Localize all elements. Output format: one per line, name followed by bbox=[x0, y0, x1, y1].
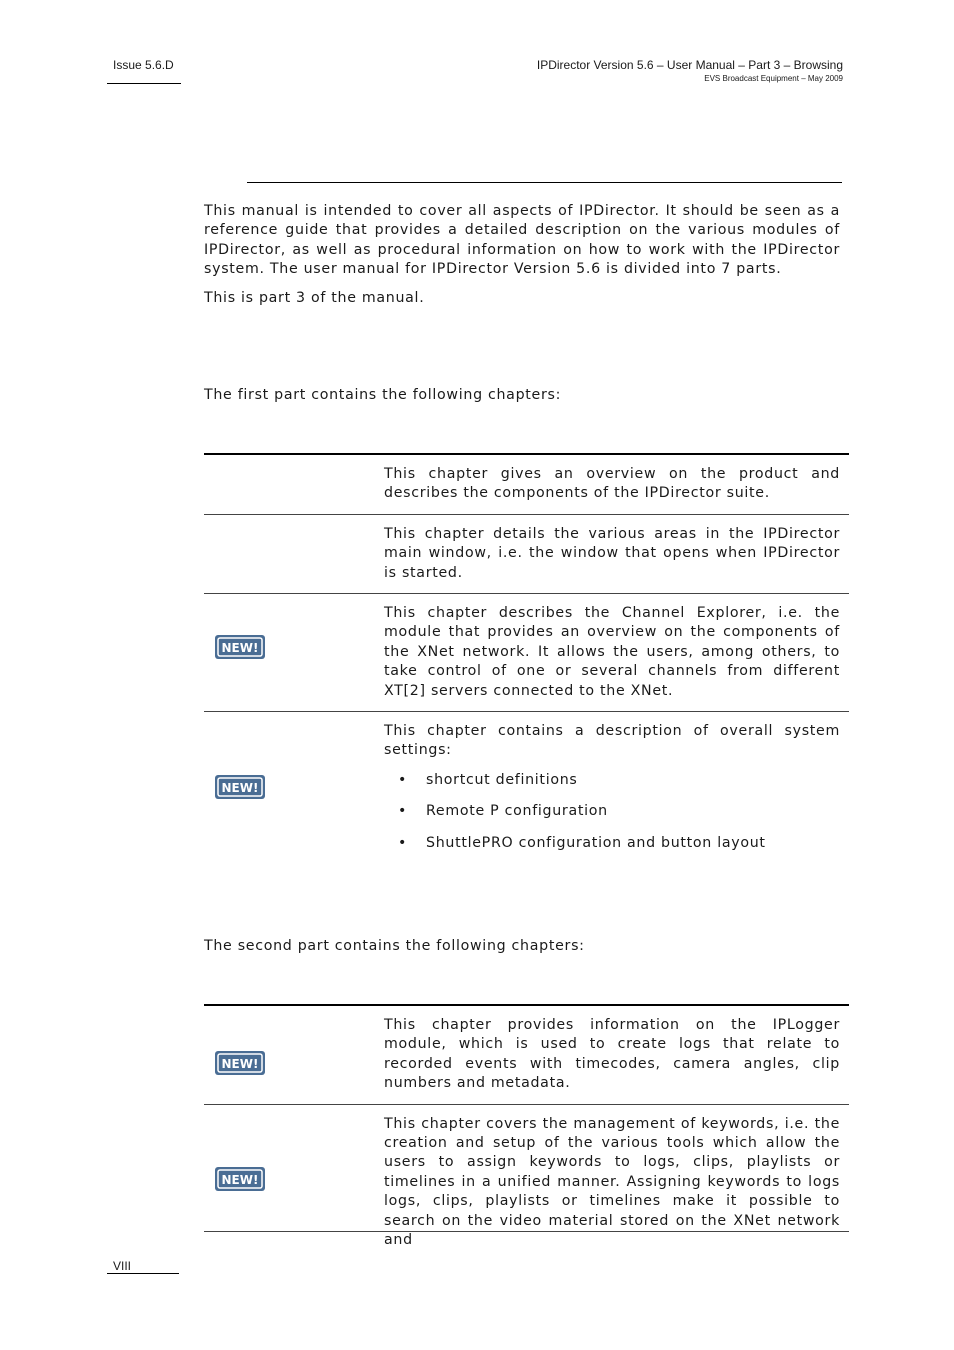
new-badge-label: NEW! bbox=[221, 781, 259, 796]
header-title: IPDirector Version 5.6 – User Manual – Part 3 – Browsing bbox=[536, 58, 843, 72]
header-left-rule bbox=[107, 83, 181, 84]
table-row bbox=[204, 1105, 849, 1249]
new-badge-label: NEW! bbox=[221, 1057, 259, 1071]
footer-page-number: VIII bbox=[113, 1259, 132, 1273]
chapter-description: This chapter provides information on the IPLogger module, which is used to create logs that relate to recorded events with timecodes, camera angles, clip numbers and metadata. bbox=[384, 1017, 840, 1092]
list-item: • shortcut definitions bbox=[426, 771, 840, 790]
footer-rule bbox=[107, 1273, 179, 1274]
table-row bbox=[204, 712, 849, 875]
new-badge-icon bbox=[214, 634, 266, 660]
table-row bbox=[204, 1006, 849, 1105]
chapter-description: This chapter details the various areas in the IPDirector main window, i.e. the window that opens when IPDirector is started. bbox=[384, 525, 840, 581]
part2-chapter-table bbox=[204, 1004, 849, 1249]
header-subtitle: EVS Broadcast Equipment – May 2009 bbox=[704, 74, 843, 83]
new-badge-icon bbox=[214, 1050, 266, 1076]
part1-intro: The first part contains the following chapters: bbox=[204, 387, 562, 403]
new-badge-icon bbox=[214, 774, 266, 800]
table-row bbox=[204, 515, 849, 594]
new-badge-label: NEW! bbox=[221, 641, 259, 656]
chapter-description: This chapter covers the management of keywords, i.e. the creation and setup of the various tools which allow the users to assign keywords to logs, clips, playlists or timelines in a unified manner. Assigning keywords to logs logs, clips, playlists or timelines make it possible to search on the video material stored on the XNet network and bbox=[384, 1115, 840, 1249]
settings-bullet-list bbox=[384, 771, 840, 853]
header-issue: Issue 5.6.D bbox=[113, 58, 174, 72]
chapter-description: This chapter gives an overview on the product and describes the components of the IPDirector suite. bbox=[384, 466, 840, 502]
chapter-description: This chapter describes the Channel Explorer, i.e. the module that provides an overview on the components of the XNet network. It allows the users, among others, to take control of one or several channels from different XT[2] servers connected to the XNet. bbox=[384, 605, 840, 699]
intro-paragraph: This manual is intended to cover all aspects of IPDirector. It should be seen as a reference guide that provides a detailed description on the various modules of IPDirector, as well as procedural information on how to work with the IPDirector system. The user manual for IPDirector Version 5.6 is divided into 7 parts. bbox=[204, 203, 840, 278]
intro-part-note: This is part 3 of the manual. bbox=[204, 290, 425, 306]
list-item: • ShuttlePRO configuration and button layout bbox=[426, 834, 840, 853]
chapter-description bbox=[384, 712, 840, 875]
section-rule bbox=[247, 182, 842, 183]
new-badge-icon bbox=[214, 1166, 266, 1192]
part1-chapter-table bbox=[204, 453, 849, 875]
new-badge-label: NEW! bbox=[221, 1172, 259, 1187]
header-title-block bbox=[537, 58, 843, 83]
table-row bbox=[204, 455, 849, 515]
list-item: • Remote P configuration bbox=[426, 802, 840, 821]
part2-intro: The second part contains the following chapters: bbox=[204, 938, 585, 954]
chapter-description-text: This chapter contains a description of overall system settings: bbox=[384, 723, 840, 759]
table-row bbox=[204, 594, 849, 712]
